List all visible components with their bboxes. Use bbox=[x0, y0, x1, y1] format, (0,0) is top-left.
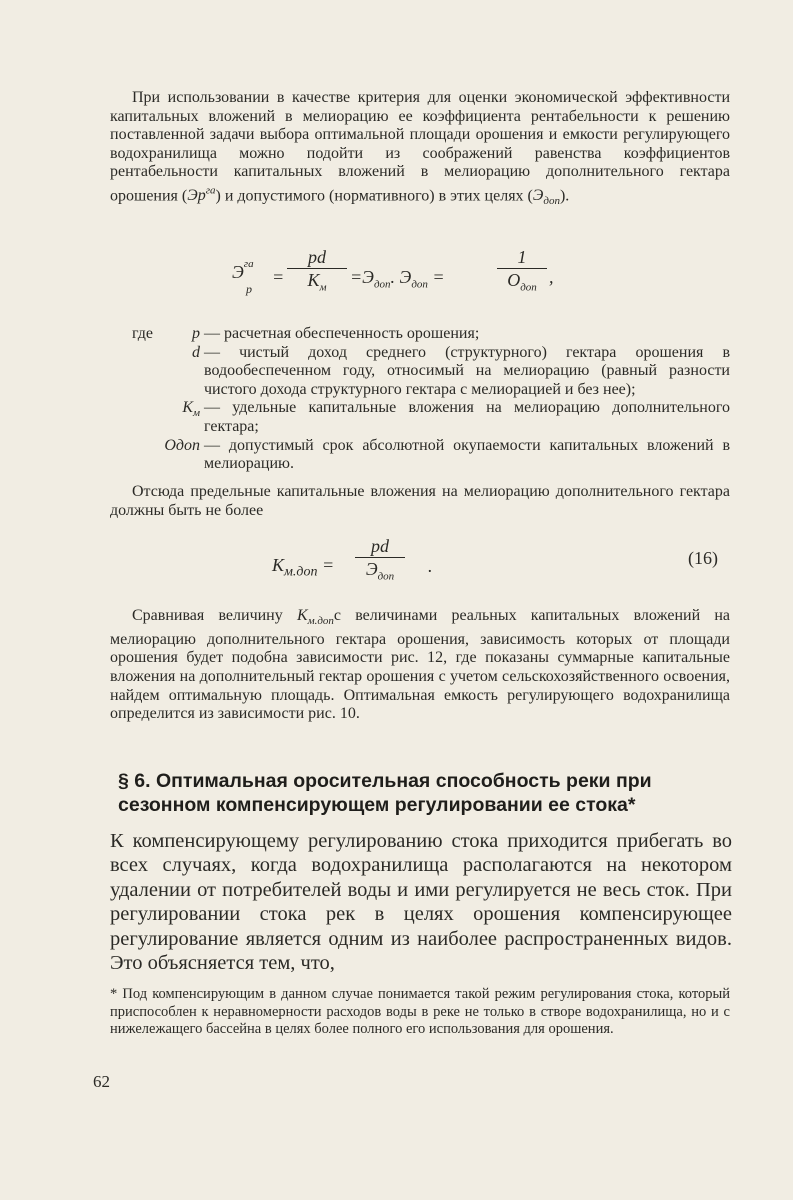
formula1-lhs: $Э^{га}$ bbox=[232, 258, 254, 282]
symbol-edop: $Э_{доп}$ bbox=[532, 187, 560, 208]
paragraph3-rest: с величинами реальных капитальных вложений на мелиорацию дополнительного гектара орошения, зависимость которых от площади орошения будет подобна зависимости рис. 12, где показаны суммарные капитальные вложения на дополнительный гектар орошения с учетом сельскохозяйственного освоения, найдем оптимальную площадь. Оптимальная емкость регулирующего водохранилища определится из зависимости рис. 10. bbox=[110, 607, 730, 723]
formula1-middle: $=Э_{доп}$. $Э_{доп}$ = bbox=[350, 267, 445, 291]
definitions-list bbox=[110, 325, 730, 474]
paragraph-comparison bbox=[110, 607, 730, 724]
formula2-lhs: $К_{м.доп}$ = bbox=[272, 555, 335, 580]
formula1-lhs-sub: р bbox=[246, 282, 252, 296]
formula1-denominator2: $О_{доп}$ bbox=[507, 270, 537, 294]
paragraph-text: При использовании в качестве критерия для оценки экономической эффективности капитальных вложений в мелиорацию ее коэффициента рентабельности к решению поставленной задачи выбора оптимальной площади орошения и емкости регулирующего водохранилища можно подойти из соображений равенства коэффициентов рентабельности капитальных вложений в мелиорацию дополнительного гектара орошения ( bbox=[110, 89, 730, 205]
formula2-fraction bbox=[355, 535, 405, 588]
definition-p: p — расчетная обеспеченность орошения; bbox=[192, 325, 480, 342]
symbol-er: $Эр^{га}$ bbox=[187, 184, 216, 205]
formula1-numerator2: 1 bbox=[517, 247, 527, 267]
page-number: 62 bbox=[93, 1072, 110, 1091]
equation-number: (16) bbox=[688, 548, 718, 568]
footnote bbox=[110, 986, 730, 1039]
paragraph-compensating bbox=[110, 829, 732, 975]
formula2-end: . bbox=[428, 556, 433, 576]
paragraph3-start: Сравнивая величину bbox=[132, 607, 297, 624]
footnote-text: * Под компенсирующим в данном случае понимается такой режим регулирования стока, который приспособлен к неравномерности расходов воды в реке не только в створе водохранилища, но и с нижележащего бассейна в целях более полного его использования для орошения. bbox=[110, 986, 730, 1038]
formula1-fraction bbox=[287, 246, 347, 299]
paragraph-limit bbox=[110, 483, 730, 520]
paragraph-criterion bbox=[110, 89, 730, 211]
formula2-numerator: pd bbox=[371, 536, 389, 556]
paragraph-text-middle: ) и допустимого (нормативного) в этих целях ( bbox=[215, 187, 533, 205]
definitions-intro: где bbox=[132, 325, 154, 342]
formula1-numerator: pd bbox=[308, 247, 326, 267]
paragraph-text-end: ). bbox=[559, 187, 570, 205]
definition-km: $К_м$ — удельные капитальные вложения на мелиорацию дополнительного гектара; bbox=[182, 399, 730, 435]
formula1-end: , bbox=[549, 267, 554, 287]
definition-odop: Одоп — допустимый срок абсолютной окупаемости капитальных вложений в мелиорацию. bbox=[164, 436, 730, 473]
definition-d: d — чистый доход среднего (структурного) гектара орошения в водообеспеченном году, относимый на мелиорацию (равный разности чистого дохода структурного гектара с мелиорацией и без нее); bbox=[192, 343, 730, 398]
paragraph2-text: Отсюда предельные капитальные вложения на мелиорацию дополнительного гектара должны быть не более bbox=[110, 483, 730, 519]
formula2-denominator: $Э_{доп}$ bbox=[365, 559, 395, 583]
formula1-fraction2 bbox=[497, 246, 547, 299]
big-paragraph-text: К компенсирующему регулированию стока приходится прибегать во всех случаях, когда водохранилища располагаются на некотором удалении от потребителей воды и ими регулируется не весь сток. При регулировании стока рек в целях орошения компенсирующее регулирование является одним из наиболее распространенных видов. Это объясняется тем, что, bbox=[110, 830, 732, 975]
section-heading: § 6. Оптимальная оросительная способность реки при сезонном компенсирующем регулировании ее стока* bbox=[118, 770, 652, 816]
formula1-denominator: $К_м$ bbox=[307, 270, 327, 294]
formula1-eq: = bbox=[272, 267, 285, 287]
symbol-km-dop: $К_{м.доп}$ bbox=[296, 607, 334, 628]
